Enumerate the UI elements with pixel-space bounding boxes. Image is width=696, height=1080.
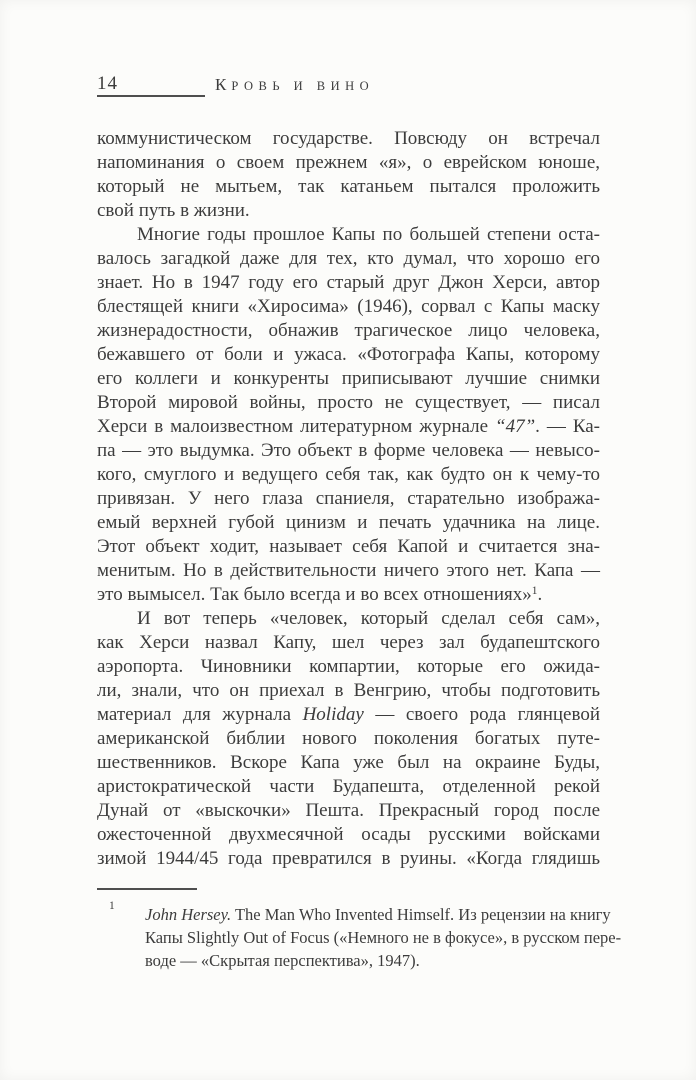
text-segment: Второй мировой войны, просто не существует, — писал — [97, 392, 600, 413]
text-segment: . — Ка- — [535, 416, 600, 437]
text-line — [97, 199, 600, 223]
text-line — [97, 463, 600, 487]
text-segment: аристократической части Будапешта, отделенной рекой — [97, 776, 600, 797]
text-line — [97, 343, 600, 367]
text-segment: кого, смуглого и ведущего себя так, как будто он к чему-то — [97, 464, 600, 485]
text-segment: па — это выдумка. Это объект в форме человека — невысо- — [97, 440, 600, 461]
footnote — [97, 888, 622, 972]
text-segment: воде — «Скрытая перспектива», 1947). — [145, 951, 420, 970]
text-segment: привязан. У него глаза спаниеля, старательно изобража- — [97, 488, 600, 509]
footnote-text — [145, 903, 622, 972]
page-number-rule — [97, 74, 205, 97]
page-header — [97, 74, 600, 97]
text-segment: шественников. Вскоре Капа уже был на окраине Буды, — [97, 752, 600, 773]
running-head-rest: РОВЬ И ВИНО — [231, 79, 375, 93]
paragraph — [97, 607, 600, 871]
running-head-initial: К — [215, 75, 232, 94]
text-segment: Holiday — [302, 704, 364, 725]
text-segment: аэропорта. Чиновники компартии, которые его ожида- — [97, 656, 600, 677]
text-line — [97, 319, 600, 343]
footnote-reference: 1 — [531, 585, 538, 597]
text-segment: Капы Slightly Out of Focus («Немного не в фокусе», в русском пере- — [145, 928, 622, 947]
text-line — [97, 775, 600, 799]
running-head — [215, 76, 374, 97]
text-line — [145, 926, 622, 949]
text-segment: ли, знали, что он приехал в Венгрию, чтобы подготовить — [97, 680, 600, 701]
text-line — [97, 175, 600, 199]
text-line — [97, 247, 600, 271]
footnote-separator — [97, 888, 197, 890]
text-segment: Этот объект ходит, называет себя Капой и считается зна- — [97, 536, 600, 557]
text-segment: “47” — [495, 416, 536, 437]
paragraph — [97, 223, 600, 607]
text-line — [97, 559, 600, 583]
text-segment: менитым. Но в действительности ничего этого нет. Капа — — [97, 560, 600, 581]
footnote-marker: 1 — [109, 900, 115, 912]
text-segment: — своего рода глянцевой — [363, 704, 600, 725]
text-segment: американской библии нового поколения богатых путе- — [97, 728, 600, 749]
text-line — [97, 127, 600, 151]
text-segment: материал для журнала — [97, 704, 303, 725]
text-segment: его коллеги и конкуренты приписывают лучшие снимки — [97, 368, 600, 389]
text-segment: . — [537, 584, 543, 605]
text-segment: И вот теперь «человек, который сделал себя сам», — [137, 608, 600, 629]
text-line — [97, 223, 600, 247]
text-line — [145, 949, 600, 972]
text-line — [97, 295, 600, 319]
text-segment: Дунай от «выскочки» Пешта. Прекрасный город после — [97, 800, 600, 821]
text-column — [97, 73, 622, 972]
text-segment: емый верхней губой цинизм и печать удачника на лице. — [97, 512, 600, 533]
text-line — [97, 511, 600, 535]
text-line — [97, 271, 600, 295]
text-segment: блестящей книги «Хиросима» (1946), сорвал с Капы маску — [97, 296, 600, 317]
text-segment: Многие годы прошлое Капы по большей степени оста- — [137, 224, 600, 245]
footnote-body — [97, 900, 622, 972]
text-line — [97, 847, 600, 871]
text-segment: знает. Но в 1947 году его старый друг Джон Херси, автор — [97, 272, 600, 293]
text-line — [97, 799, 600, 823]
text-line — [97, 487, 600, 511]
text-line — [97, 151, 600, 175]
text-segment: напоминания о своем прежнем «я», о еврейском юноше, — [97, 152, 600, 173]
text-line — [97, 751, 600, 775]
text-line — [97, 535, 600, 559]
text-segment: валось загадкой даже для тех, кто думал, что хорошо его — [97, 248, 600, 269]
text-segment: свой путь в жизни. — [97, 200, 250, 221]
text-segment: The Man Who Invented Himself. Из рецензии на книгу — [231, 905, 611, 924]
text-line — [97, 583, 600, 607]
text-line — [97, 367, 600, 391]
text-segment: бежавшего от боли и ужаса. «Фотографа Капы, которому — [97, 344, 600, 365]
text-line — [97, 823, 600, 847]
text-segment: коммунистическом государстве. Повсюду он встречал — [97, 128, 600, 149]
text-line — [97, 607, 600, 631]
text-line — [145, 903, 611, 926]
text-line — [97, 727, 600, 751]
text-segment: это вымысел. Так было всегда и во всех отношениях» — [97, 584, 532, 605]
text-line — [97, 631, 600, 655]
text-segment: жизнерадостности, обнажив трагическое лицо человека, — [97, 320, 600, 341]
text-line — [97, 415, 600, 439]
text-segment: который не мытьем, так катаньем пытался проложить — [97, 176, 600, 197]
text-line — [97, 391, 600, 415]
text-line — [97, 655, 600, 679]
text-line — [97, 679, 600, 703]
text-segment: ожесточенной двухмесячной осады русскими войсками — [97, 824, 600, 845]
text-segment: John Hersey. — [145, 905, 232, 924]
paragraph — [97, 127, 600, 223]
text-segment: Херси в малоизвестном литературном журнале — [97, 416, 496, 437]
text-line — [97, 439, 600, 463]
text-line — [97, 703, 600, 727]
page-number: 14 — [97, 73, 118, 94]
body-text — [97, 127, 600, 871]
text-segment: как Херси назвал Капу, шел через зал будапештского — [97, 632, 600, 653]
text-segment: зимой 1944/45 года превратился в руины. «Когда глядишь — [97, 848, 600, 869]
